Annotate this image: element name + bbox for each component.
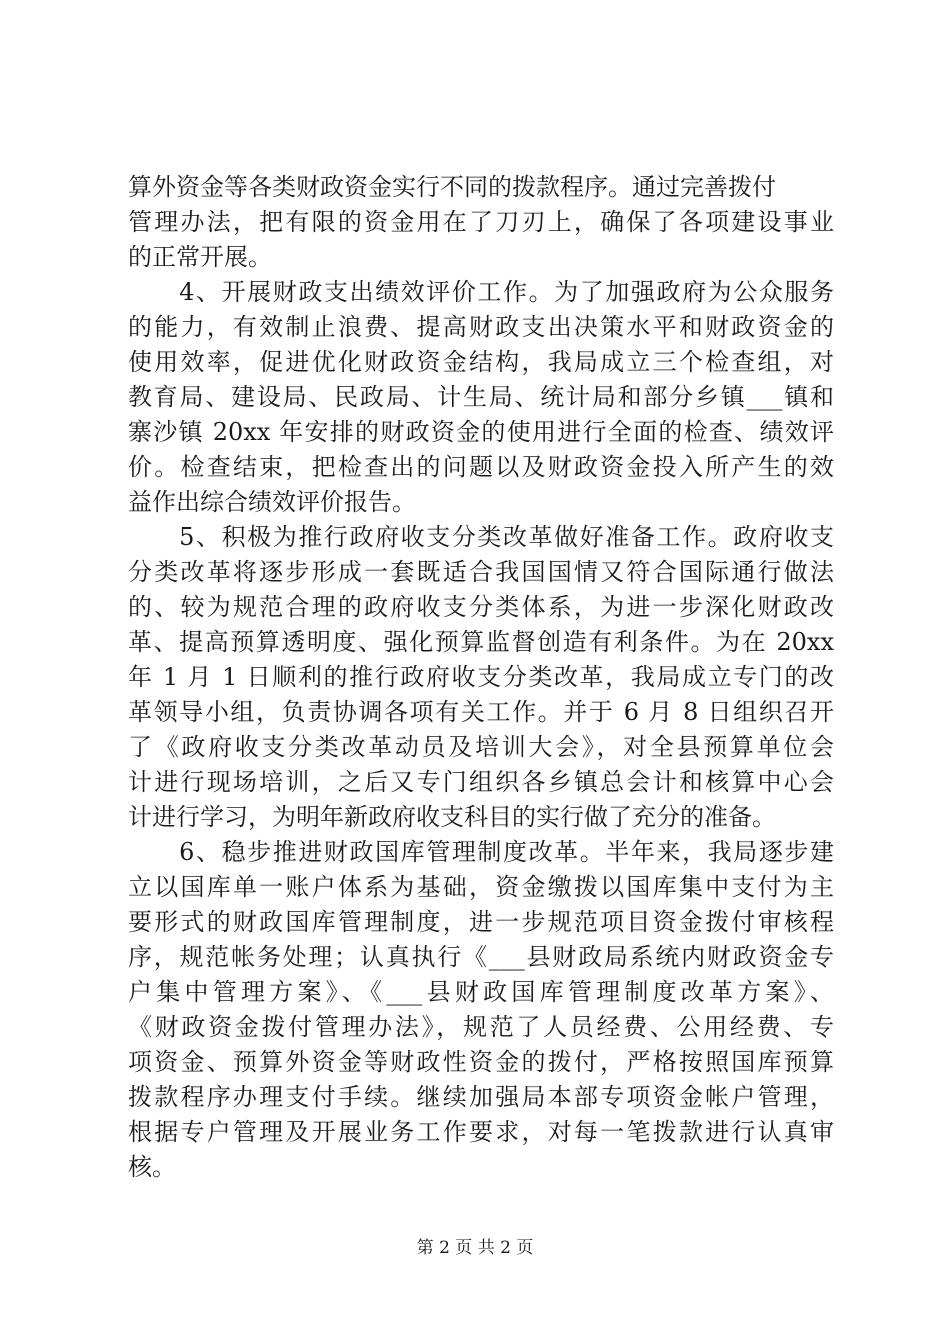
text-line: 的正常开展。 xyxy=(128,243,272,271)
text-line: 使用效率，促进优化财政资金结构，我局成立三个检查组，对 xyxy=(128,348,834,376)
text-line: 序，规范帐务处理；认真执行《___县财政局系统内财政资金专 xyxy=(128,943,834,971)
text-line: 立以国库单一账户体系为基础，资金缴拨以国库集中支付为主 xyxy=(128,873,834,901)
text-line: 寨沙镇 20xx 年安排的财政资金的使用进行全面的检查、绩效评 xyxy=(128,418,834,446)
text-line: 的能力，有效制止浪费、提高财政支出决策水平和财政资金的 xyxy=(128,313,834,341)
text-line: 核。 xyxy=(128,1153,176,1181)
text-line: 管理办法，把有限的资金用在了刀刃上，确保了各项建设事业 xyxy=(128,208,834,236)
text-line: 算外资金等各类财政资金实行不同的拨款程序。通过完善拨付 xyxy=(128,173,776,201)
text-line: 拨款程序办理支付手续。继续加强局本部专项资金帐户管理， xyxy=(128,1083,834,1111)
text-line: 年 1 月 1 日顺利的推行政府收支分类改革，我局成立专门的改 xyxy=(128,663,834,691)
text-line: 6、稳步推进财政国库管理制度改革。半年来，我局逐步建 xyxy=(128,838,834,866)
text-line: 革、提高预算透明度、强化预算监督创造有利条件。为在 20xx xyxy=(128,628,834,656)
document-body xyxy=(128,170,834,1185)
text-line: 户集中管理方案》、《___县财政国库管理制度改革方案》、 xyxy=(128,978,834,1006)
page-footer xyxy=(0,1237,950,1259)
text-line: 教育局、建设局、民政局、计生局、统计局和部分乡镇___镇和 xyxy=(128,383,834,411)
text-line: 分类改革将逐步形成一套既适合我国国情又符合国际通行做法 xyxy=(128,558,834,586)
text-line: 的、较为规范合理的政府收支分类体系，为进一步深化财政改 xyxy=(128,593,834,621)
text-line: 《财政资金拨付管理办法》，规范了人员经费、公用经费、专 xyxy=(128,1013,834,1041)
text-line: 革领导小组，负责协调各项有关工作。并于 6 月 8 日组织召开 xyxy=(128,698,834,726)
text-line: 要形式的财政国库管理制度，进一步规范项目资金拨付审核程 xyxy=(128,908,834,936)
text-line: 益作出综合绩效评价报告。 xyxy=(128,488,416,516)
text-line: 了《政府收支分类改革动员及培训大会》，对全县预算单位会 xyxy=(128,733,834,761)
page-number-label: 第 2 页 共 2 页 xyxy=(416,1238,534,1258)
text-line: 根据专户管理及开展业务工作要求，对每一笔拨款进行认真审 xyxy=(128,1118,834,1146)
text-line: 计进行学习，为明年新政府收支科目的实行做了充分的准备。 xyxy=(128,803,776,831)
text-line: 价。检查结束，把检查出的问题以及财政资金投入所产生的效 xyxy=(128,453,834,481)
text-line: 4、开展财政支出绩效评价工作。为了加强政府为公众服务 xyxy=(128,278,834,306)
text-line: 计进行现场培训，之后又专门组织各乡镇总会计和核算中心会 xyxy=(128,768,834,796)
text-line: 项资金、预算外资金等财政性资金的拨付，严格按照国库预算 xyxy=(128,1048,834,1076)
text-line: 5、积极为推行政府收支分类改革做好准备工作。政府收支 xyxy=(128,523,834,551)
